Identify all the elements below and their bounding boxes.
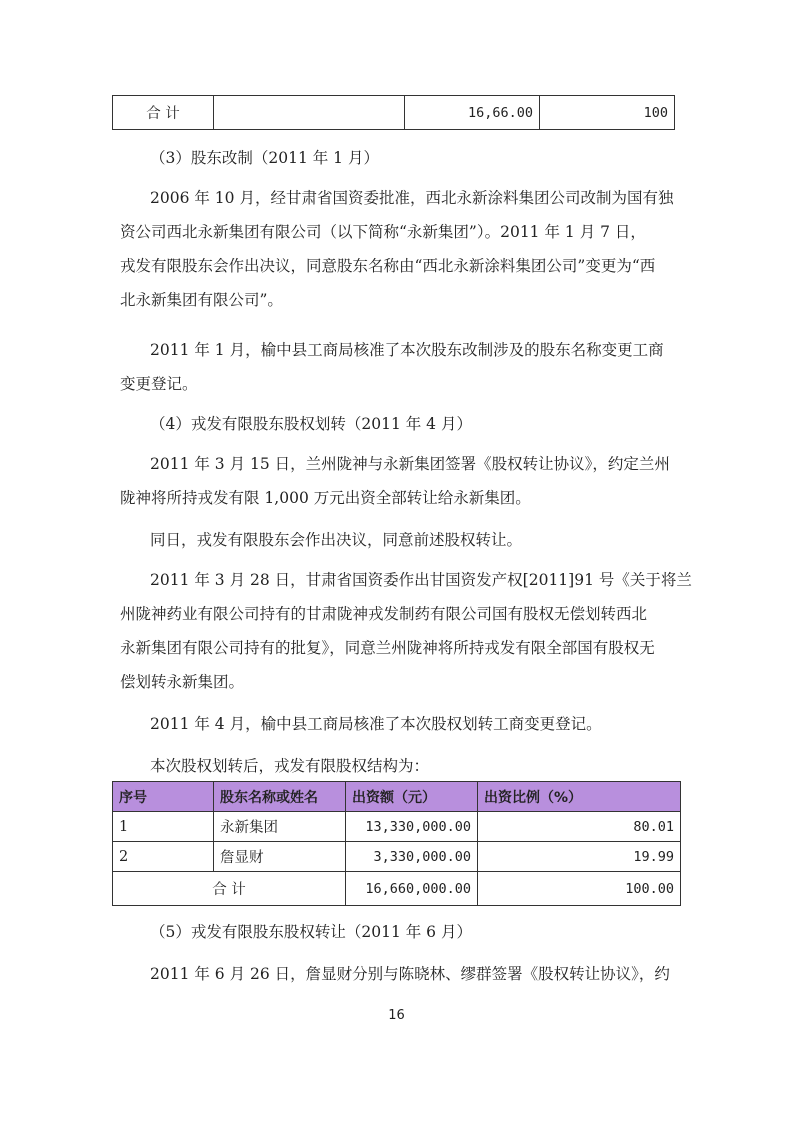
- total-ratio: 100: [540, 96, 675, 130]
- header-amount: 出资额（元）: [346, 782, 478, 812]
- paragraph-line: 2011 年 6 月 26 日，詹显财分别与陈晓林、缪群签署《股权转让协议》，约: [150, 965, 670, 983]
- header-name: 股东名称或姓名: [214, 782, 346, 812]
- paragraph-line: 偿划转永新集团。: [120, 673, 245, 691]
- header-no: 序号: [113, 782, 214, 812]
- paragraph-line: 资公司西北永新集团有限公司（以下简称“永新集团”）。2011 年 1 月 7 日，: [120, 223, 646, 241]
- row-no: 1: [113, 812, 214, 842]
- total-amount: 16,660,000.00: [346, 872, 478, 906]
- section-5-heading: （5）戎发有限股东股权转让（2011 年 6 月）: [150, 923, 472, 941]
- row-name: 詹显财: [214, 842, 346, 872]
- section-4-heading: （4）戎发有限股东股权划转（2011 年 4 月）: [150, 415, 472, 433]
- paragraph-line: 同日，戎发有限股东会作出决议，同意前述股权转让。: [150, 531, 523, 549]
- row-ratio: 80.01: [478, 812, 681, 842]
- row-amount: 13,330,000.00: [346, 812, 478, 842]
- table-row: [113, 812, 681, 842]
- paragraph-line: 2011 年 1 月，榆中县工商局核准了本次股东改制涉及的股东名称变更工商: [150, 341, 664, 359]
- paragraph-line: 2011 年 3 月 28 日，甘肃省国资委作出甘国资发产权[2011]91 号《关于将兰: [150, 571, 692, 589]
- paragraph-line: 陇神将所持戎发有限 1,000 万元出资全部转让给永新集团。: [120, 489, 531, 507]
- total-label: 合 计: [113, 96, 214, 130]
- table-row: [113, 842, 681, 872]
- row-name: 永新集团: [214, 812, 346, 842]
- row-no: 2: [113, 842, 214, 872]
- paragraph-line: 戎发有限股东会作出决议，同意股东名称由“西北永新涂料集团公司”变更为“西: [120, 257, 656, 275]
- row-amount: 3,330,000.00: [346, 842, 478, 872]
- paragraph-line: 北永新集团有限公司”。: [120, 291, 283, 309]
- paragraph-line: 2011 年 4 月，榆中县工商局核准了本次股权划转工商变更登记。: [150, 715, 602, 733]
- table-total-row: [113, 872, 681, 906]
- paragraph-line: 2011 年 3 月 15 日，兰州陇神与永新集团签署《股权转让协议》，约定兰州: [150, 455, 670, 473]
- page-number: 16: [388, 1008, 405, 1023]
- paragraph-line: 州陇神药业有限公司持有的甘肃陇神戎发制药有限公司国有股权无偿划转西北: [120, 605, 648, 623]
- paragraph-line: 永新集团有限公司持有的批复》，同意兰州陇神将所持戎发有限全部国有股权无: [120, 639, 655, 657]
- paragraph-line: 2006 年 10 月，经甘肃省国资委批准，西北永新涂料集团公司改制为国有独: [150, 189, 674, 207]
- table-total-row: [113, 96, 675, 130]
- header-ratio: 出资比例（%）: [478, 782, 681, 812]
- total-name-cell: [214, 96, 405, 130]
- total-amount: 16,66.00: [405, 96, 540, 130]
- section-3-heading: （3）股东改制（2011 年 1 月）: [150, 149, 379, 167]
- total-ratio: 100.00: [478, 872, 681, 906]
- total-label: 合 计: [113, 872, 346, 906]
- equity-structure-table: [112, 781, 681, 906]
- table-intro: 本次股权划转后，戎发有限股权结构为：: [150, 757, 430, 775]
- paragraph-line: 变更登记。: [120, 375, 198, 393]
- row-ratio: 19.99: [478, 842, 681, 872]
- table-header-row: [113, 782, 681, 812]
- previous-table-total: [112, 95, 675, 130]
